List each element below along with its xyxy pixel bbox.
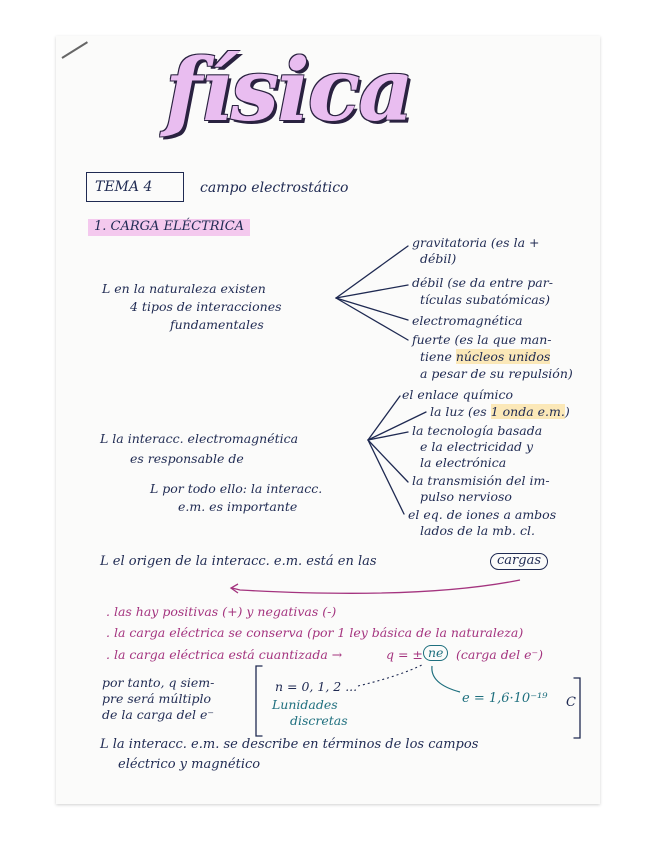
fan-line bbox=[336, 298, 408, 340]
formula-ne: ne bbox=[423, 645, 448, 661]
highlight-onda: 1 onda e.m. bbox=[490, 404, 565, 419]
teal-arrow bbox=[432, 666, 460, 692]
em-impulso-2: pulso nervioso bbox=[420, 489, 512, 504]
charge-bullet-3: . la carga eléctrica está cuantizada → bbox=[106, 647, 343, 662]
left-bracket bbox=[256, 666, 262, 736]
block2-lead-2: es responsable de bbox=[130, 451, 244, 466]
units-2: discretas bbox=[290, 713, 348, 728]
units-1: Lunidades bbox=[272, 697, 338, 712]
formula-q: q = ± bbox=[386, 647, 423, 662]
em-impulso-1: la transmisión del im- bbox=[412, 473, 550, 488]
right-bracket bbox=[574, 678, 580, 738]
page-title: física bbox=[165, 40, 412, 141]
closing-2: eléctrico y magnético bbox=[118, 757, 261, 772]
block1-lead-2: 4 tipos de interacciones bbox=[130, 299, 282, 314]
fan-line bbox=[368, 440, 408, 482]
interaction-debil-2: tículas subatómicas) bbox=[420, 292, 550, 307]
block2-sub-2: e.m. es importante bbox=[178, 499, 298, 514]
n-values: n = 0, 1, 2 ... bbox=[275, 679, 358, 694]
interaction-fuerte-1: fuerte (es la que man- bbox=[412, 332, 552, 347]
fan-line bbox=[336, 246, 408, 298]
e-unit: C bbox=[566, 695, 576, 710]
quant-left-2: pre será múltiplo bbox=[102, 691, 212, 706]
interaction-fuerte-3: a pesar de su repulsión) bbox=[420, 366, 573, 381]
quant-left-1: por tanto, q siem- bbox=[102, 675, 215, 690]
fan-line bbox=[368, 412, 426, 440]
em-iones-1: el eq. de iones a ambos bbox=[408, 507, 557, 522]
dotted-arrow bbox=[358, 664, 424, 686]
block2-lead-1: L la interacc. electromagnética bbox=[100, 431, 299, 446]
em-enlace: el enlace químico bbox=[402, 387, 514, 402]
pink-arrow bbox=[232, 580, 520, 593]
tema-title: campo electrostático bbox=[200, 180, 349, 196]
tema-label: TEMA 4 bbox=[95, 179, 153, 195]
charge-bullet-1: . las hay positivas (+) y negativas (-) bbox=[106, 604, 337, 619]
quant-left-3: de la carga del e⁻ bbox=[102, 707, 215, 722]
e-value: e = 1,6·10⁻¹⁹ bbox=[462, 691, 548, 706]
section-heading: 1. CARGA ELÉCTRICA bbox=[88, 219, 250, 236]
origin-text: L el origen de la interacc. e.m. está en las bbox=[100, 554, 377, 569]
block1-lead-1: L en la naturaleza existen bbox=[102, 281, 266, 296]
interaction-fuerte-2: tiene núcleos unidos bbox=[420, 349, 551, 364]
block1-lead-3: fundamentales bbox=[170, 317, 264, 332]
charge-bullet-2: . la carga eléctrica se conserva (por 1 ley básica de la naturaleza) bbox=[106, 625, 524, 640]
cargas-circled: cargas bbox=[490, 553, 548, 570]
fan-line bbox=[368, 432, 408, 440]
closing-1: L la interacc. e.m. se describe en términos de los campos bbox=[100, 737, 479, 752]
em-iones-2: lados de la mb. cl. bbox=[420, 523, 535, 538]
interaction-debil-1: débil (se da entre par- bbox=[412, 275, 553, 290]
fan-line bbox=[336, 298, 408, 320]
interaction-gravitatoria-2: débil) bbox=[420, 251, 457, 266]
interaction-gravitatoria-1: gravitatoria (es la + bbox=[412, 235, 540, 250]
interaction-electromagnetica: electromagnética bbox=[412, 313, 523, 328]
block2-sub-1: L por todo ello: la interacc. bbox=[150, 481, 323, 496]
fan-line bbox=[336, 285, 408, 298]
highlight-nucleos: núcleos unidos bbox=[455, 349, 551, 364]
fan-line bbox=[368, 440, 404, 514]
em-tecnologia-1: la tecnología basada bbox=[412, 423, 543, 438]
em-tecnologia-3: la electrónica bbox=[420, 455, 507, 470]
em-tecnologia-2: e la electricidad y bbox=[420, 439, 534, 454]
fan-line bbox=[368, 396, 400, 440]
formula-note: (carga del e⁻) bbox=[456, 647, 543, 662]
em-luz: la luz (es 1 onda e.m.) bbox=[430, 404, 570, 419]
